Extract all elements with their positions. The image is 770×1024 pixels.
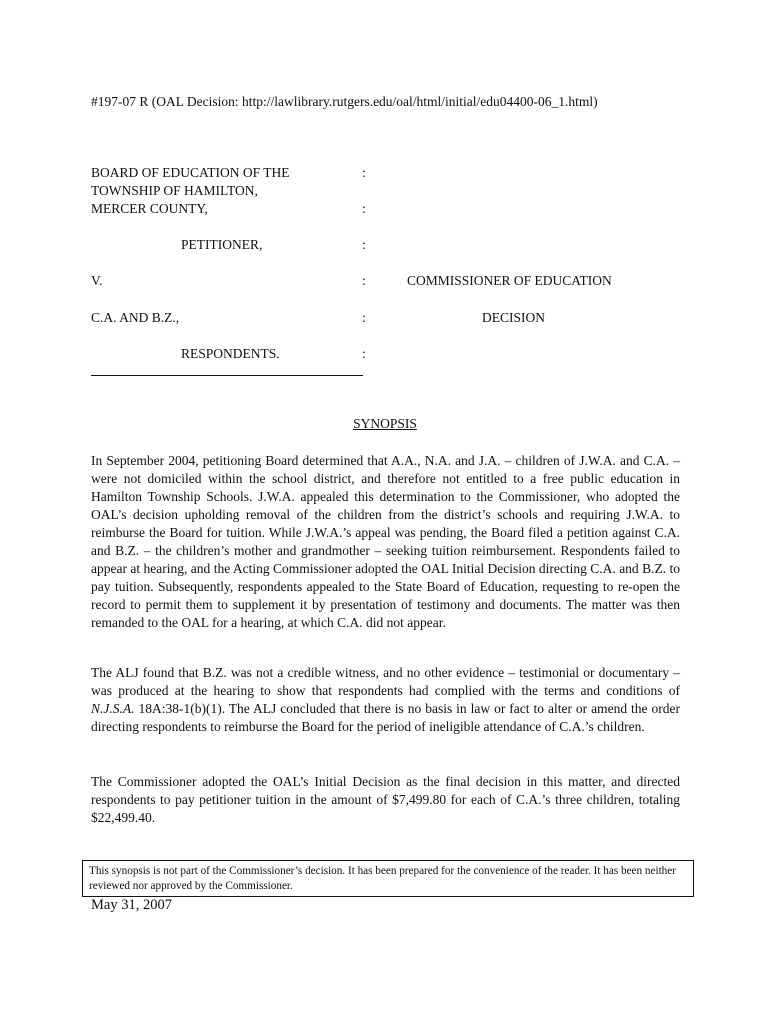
respondents-line: C.A. AND B.Z., — [91, 310, 180, 325]
respondents-role: RESPONDENTS. — [181, 346, 280, 361]
synopsis-paragraph-2 — [91, 664, 680, 736]
decision-date: May 31, 2007 — [91, 897, 172, 913]
synopsis-paragraph-1: In September 2004, petitioning Board determined that A.A., N.A. and J.A. – children of J.W.A. and C.A. – were not domiciled within the school district, and therefore not entitled to a free public education in Hamilton Township Schools. J.W.A. appealed this determination to the Commissioner, who adopted the OAL’s decision upholding removal of the children from the district’s schools and requiring J.W.A. to reimburse the Board for tuition. While J.W.A.’s appeal was pending, the Board filed a petition against C.A. and B.Z. – the children’s mother and grandmother – seeking tuition reimbursement. Respondents failed to appear at hearing, and the Acting Commissioner adopted the OAL Initial Decision directing C.A. and B.Z. to pay tuition. Subsequently, respondents appealed to the State Board of Education, requesting to re-open the record to permit them to supplement it by presentation of testimony and documents. The matter was then remanded to the OAL for a hearing, at which C.A. did not appear. — [91, 453, 680, 630]
paragraph-2-text-a: The ALJ found that B.Z. was not a credible witness, and no other evidence – testimonial or documentary – was produced at the hearing to show that respondents had complied with the terms and conditions of — [91, 665, 680, 698]
paragraph-2-text-b: 18A:38-1(b)(1). The ALJ concluded that there is no basis in law or fact to alter or amend the order directing respondents to reimburse the Board for the period of ineligible attendance of C.A.’s children. — [91, 701, 680, 734]
versus-label: V. — [91, 273, 103, 288]
statute-citation: N.J.S.A. — [91, 701, 135, 716]
caption-colon: : — [362, 273, 366, 288]
petitioner-role: PETITIONER, — [181, 237, 263, 252]
synopsis-heading: SYNOPSIS — [353, 416, 417, 431]
caption-colon: : — [362, 237, 366, 252]
disclaimer-box: This synopsis is not part of the Commissioner’s decision. It has been prepared for the convenience of the reader. It has been neither reviewed nor approved by the Commissioner. — [82, 860, 694, 897]
caption-colon: : — [362, 201, 366, 216]
petitioner-line-1: BOARD OF EDUCATION OF THE — [91, 165, 290, 180]
document-type: DECISION — [482, 310, 545, 325]
petitioner-line-3: MERCER COUNTY, — [91, 201, 208, 216]
tribunal-name: COMMISSIONER OF EDUCATION — [407, 273, 612, 288]
caption-divider — [91, 375, 363, 376]
synopsis-paragraph-3: The Commissioner adopted the OAL’s Initial Decision as the final decision in this matter, and directed respondents to pay petitioner tuition in the amount of $7,499.80 for each of C.A.’s three children, totaling $22,499.40. — [91, 774, 680, 825]
citation-header: #197-07 R (OAL Decision: http://lawlibrary.rutgers.edu/oal/html/initial/edu04400-06_1.html) — [91, 94, 598, 109]
caption-colon: : — [362, 346, 366, 361]
petitioner-line-2: TOWNSHIP OF HAMILTON, — [91, 183, 258, 198]
caption-colon: : — [362, 310, 366, 325]
caption-colon: : — [362, 165, 366, 180]
